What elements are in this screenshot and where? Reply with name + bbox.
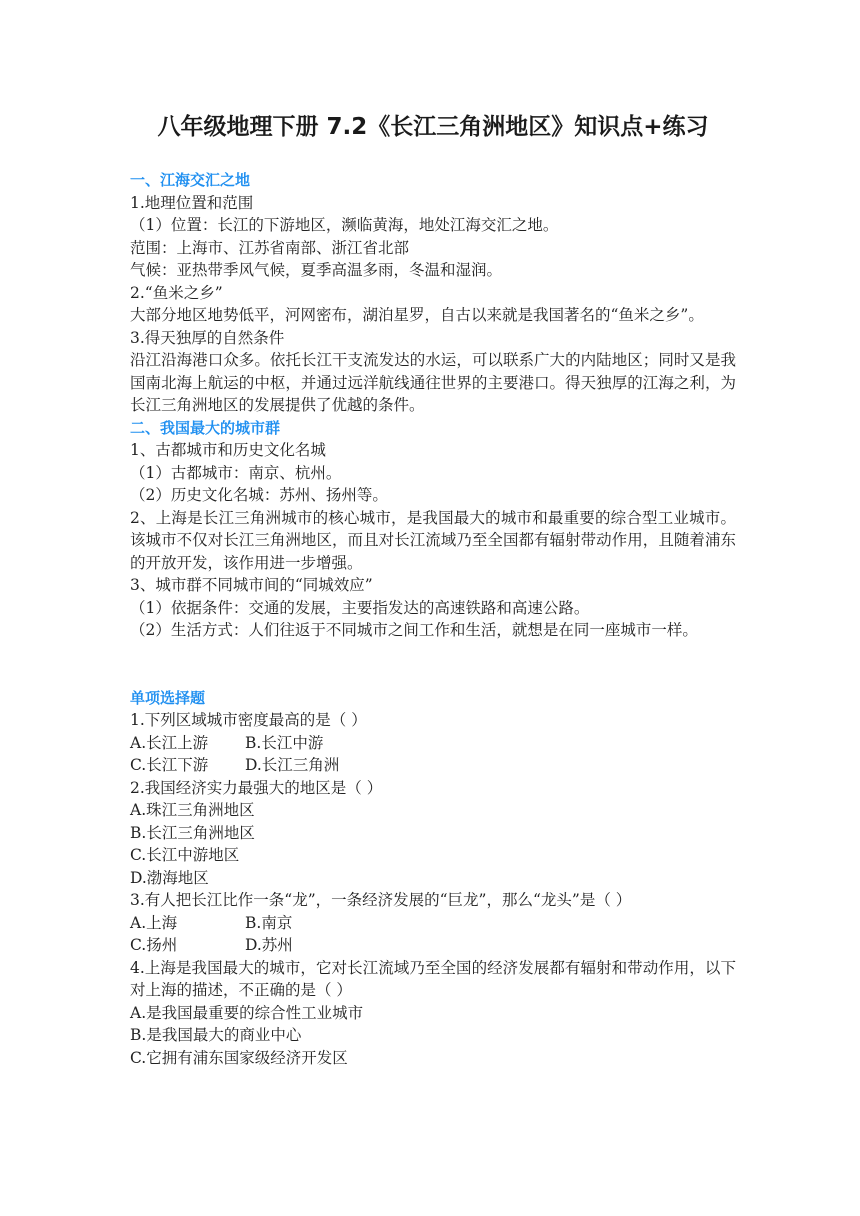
text-line: 3、城市群不同城市间的“同城效应” <box>130 576 373 594</box>
question-stem: 3.有人把长江比作一条“龙”，一条经济发展的“巨龙”，那么“龙头”是（ ） <box>130 891 632 909</box>
exercise-heading: 单项选择题 <box>130 688 206 707</box>
option: D.渤海地区 <box>130 868 209 887</box>
spacer <box>130 642 736 687</box>
text-line: （1）古都城市：南京、杭州。 <box>130 463 342 482</box>
text-line: 1.地理位置和范围 <box>130 193 254 212</box>
section-exercises <box>130 687 736 1070</box>
option: C.长江下游 <box>130 756 209 774</box>
option: C.扬州 <box>130 936 178 954</box>
question-2 <box>130 777 736 890</box>
option: A.长江上游 <box>130 733 209 752</box>
text-line: 2.“鱼米之乡” <box>130 283 223 302</box>
text-line: 范围：上海市、江苏省南部、浙江省北部 <box>130 238 410 257</box>
option: B.长江三角洲地区 <box>130 823 255 842</box>
option-row <box>130 934 736 957</box>
question-1 <box>130 709 736 777</box>
option: A.是我国最重要的综合性工业城市 <box>130 1003 364 1022</box>
text-line: 气候：亚热带季风气候，夏季高温多雨，冬温和湿润。 <box>130 261 503 279</box>
section-city-cluster <box>130 417 736 642</box>
option: D.长江三角洲 <box>245 756 340 774</box>
text-line: 3.得天独厚的自然条件 <box>130 328 285 347</box>
option: A.上海 <box>130 913 178 932</box>
option: A.珠江三角洲地区 <box>130 801 255 819</box>
question-stem: 1.下列区域城市密度最高的是（ ） <box>130 711 367 729</box>
question-3 <box>130 889 736 957</box>
paragraph: 沿江沿海港口众多。依托长江干支流发达的水运，可以联系广大的内陆地区；同时又是我国南北海上航运的中枢，并通过远洋航线通往世界的主要港口。得天独厚的江海之利，为长江三角洲地区的发展提供了优越的条件。 <box>130 351 736 414</box>
text-line: （1）依据条件：交通的发展，主要指发达的高速铁路和高速公路。 <box>130 598 590 617</box>
text-line: 1、古都城市和历史文化名城 <box>130 441 326 459</box>
question-4 <box>130 957 736 1070</box>
option: B.南京 <box>245 913 293 932</box>
document-content <box>130 112 736 1069</box>
document-title: 八年级地理下册 7.2《长江三角洲地区》知识点+练习 <box>157 114 709 140</box>
section-heading: 二、我国最大的城市群 <box>130 418 281 437</box>
paragraph: 2、上海是长江三角洲城市的核心城市，是我国最大的城市和最重要的综合型工业城市。该城市不仅对长江三角洲地区，而且对长江流域乃至全国都有辐射带动作用，且随着浦东的开放开发，该作用进一步增强。 <box>130 508 736 572</box>
question-stem: 2.我国经济实力最强大的地区是（ ） <box>130 778 383 797</box>
question-stem: 4.上海是我国最大的城市，它对长江流域乃至全国的经济发展都有辐射和带动作用，以下对上海的描述，不正确的是（ ） <box>130 958 736 999</box>
option-row <box>130 912 736 935</box>
paragraph: 大部分地区地势低平，河网密布，湖泊星罗，自古以来就是我国著名的“鱼米之乡”。 <box>130 306 704 324</box>
option-row <box>130 754 736 777</box>
section-heading: 一、江海交汇之地 <box>130 171 251 189</box>
option: B.长江中游 <box>245 733 324 752</box>
option: D.苏州 <box>245 936 293 954</box>
option: B.是我国最大的商业中心 <box>130 1026 302 1044</box>
option: C.长江中游地区 <box>130 846 240 864</box>
section-geography <box>130 169 736 417</box>
paragraph: （2）生活方式：人们往返于不同城市之间工作和生活，就想是在同一座城市一样。 <box>130 621 698 639</box>
option: C.它拥有浦东国家级经济开发区 <box>130 1048 348 1067</box>
text-line: （2）历史文化名城：苏州、扬州等。 <box>130 486 388 504</box>
text-line: （1）位置：长江的下游地区，濒临黄海，地处江海交汇之地。 <box>130 216 559 234</box>
option-row <box>130 732 736 755</box>
